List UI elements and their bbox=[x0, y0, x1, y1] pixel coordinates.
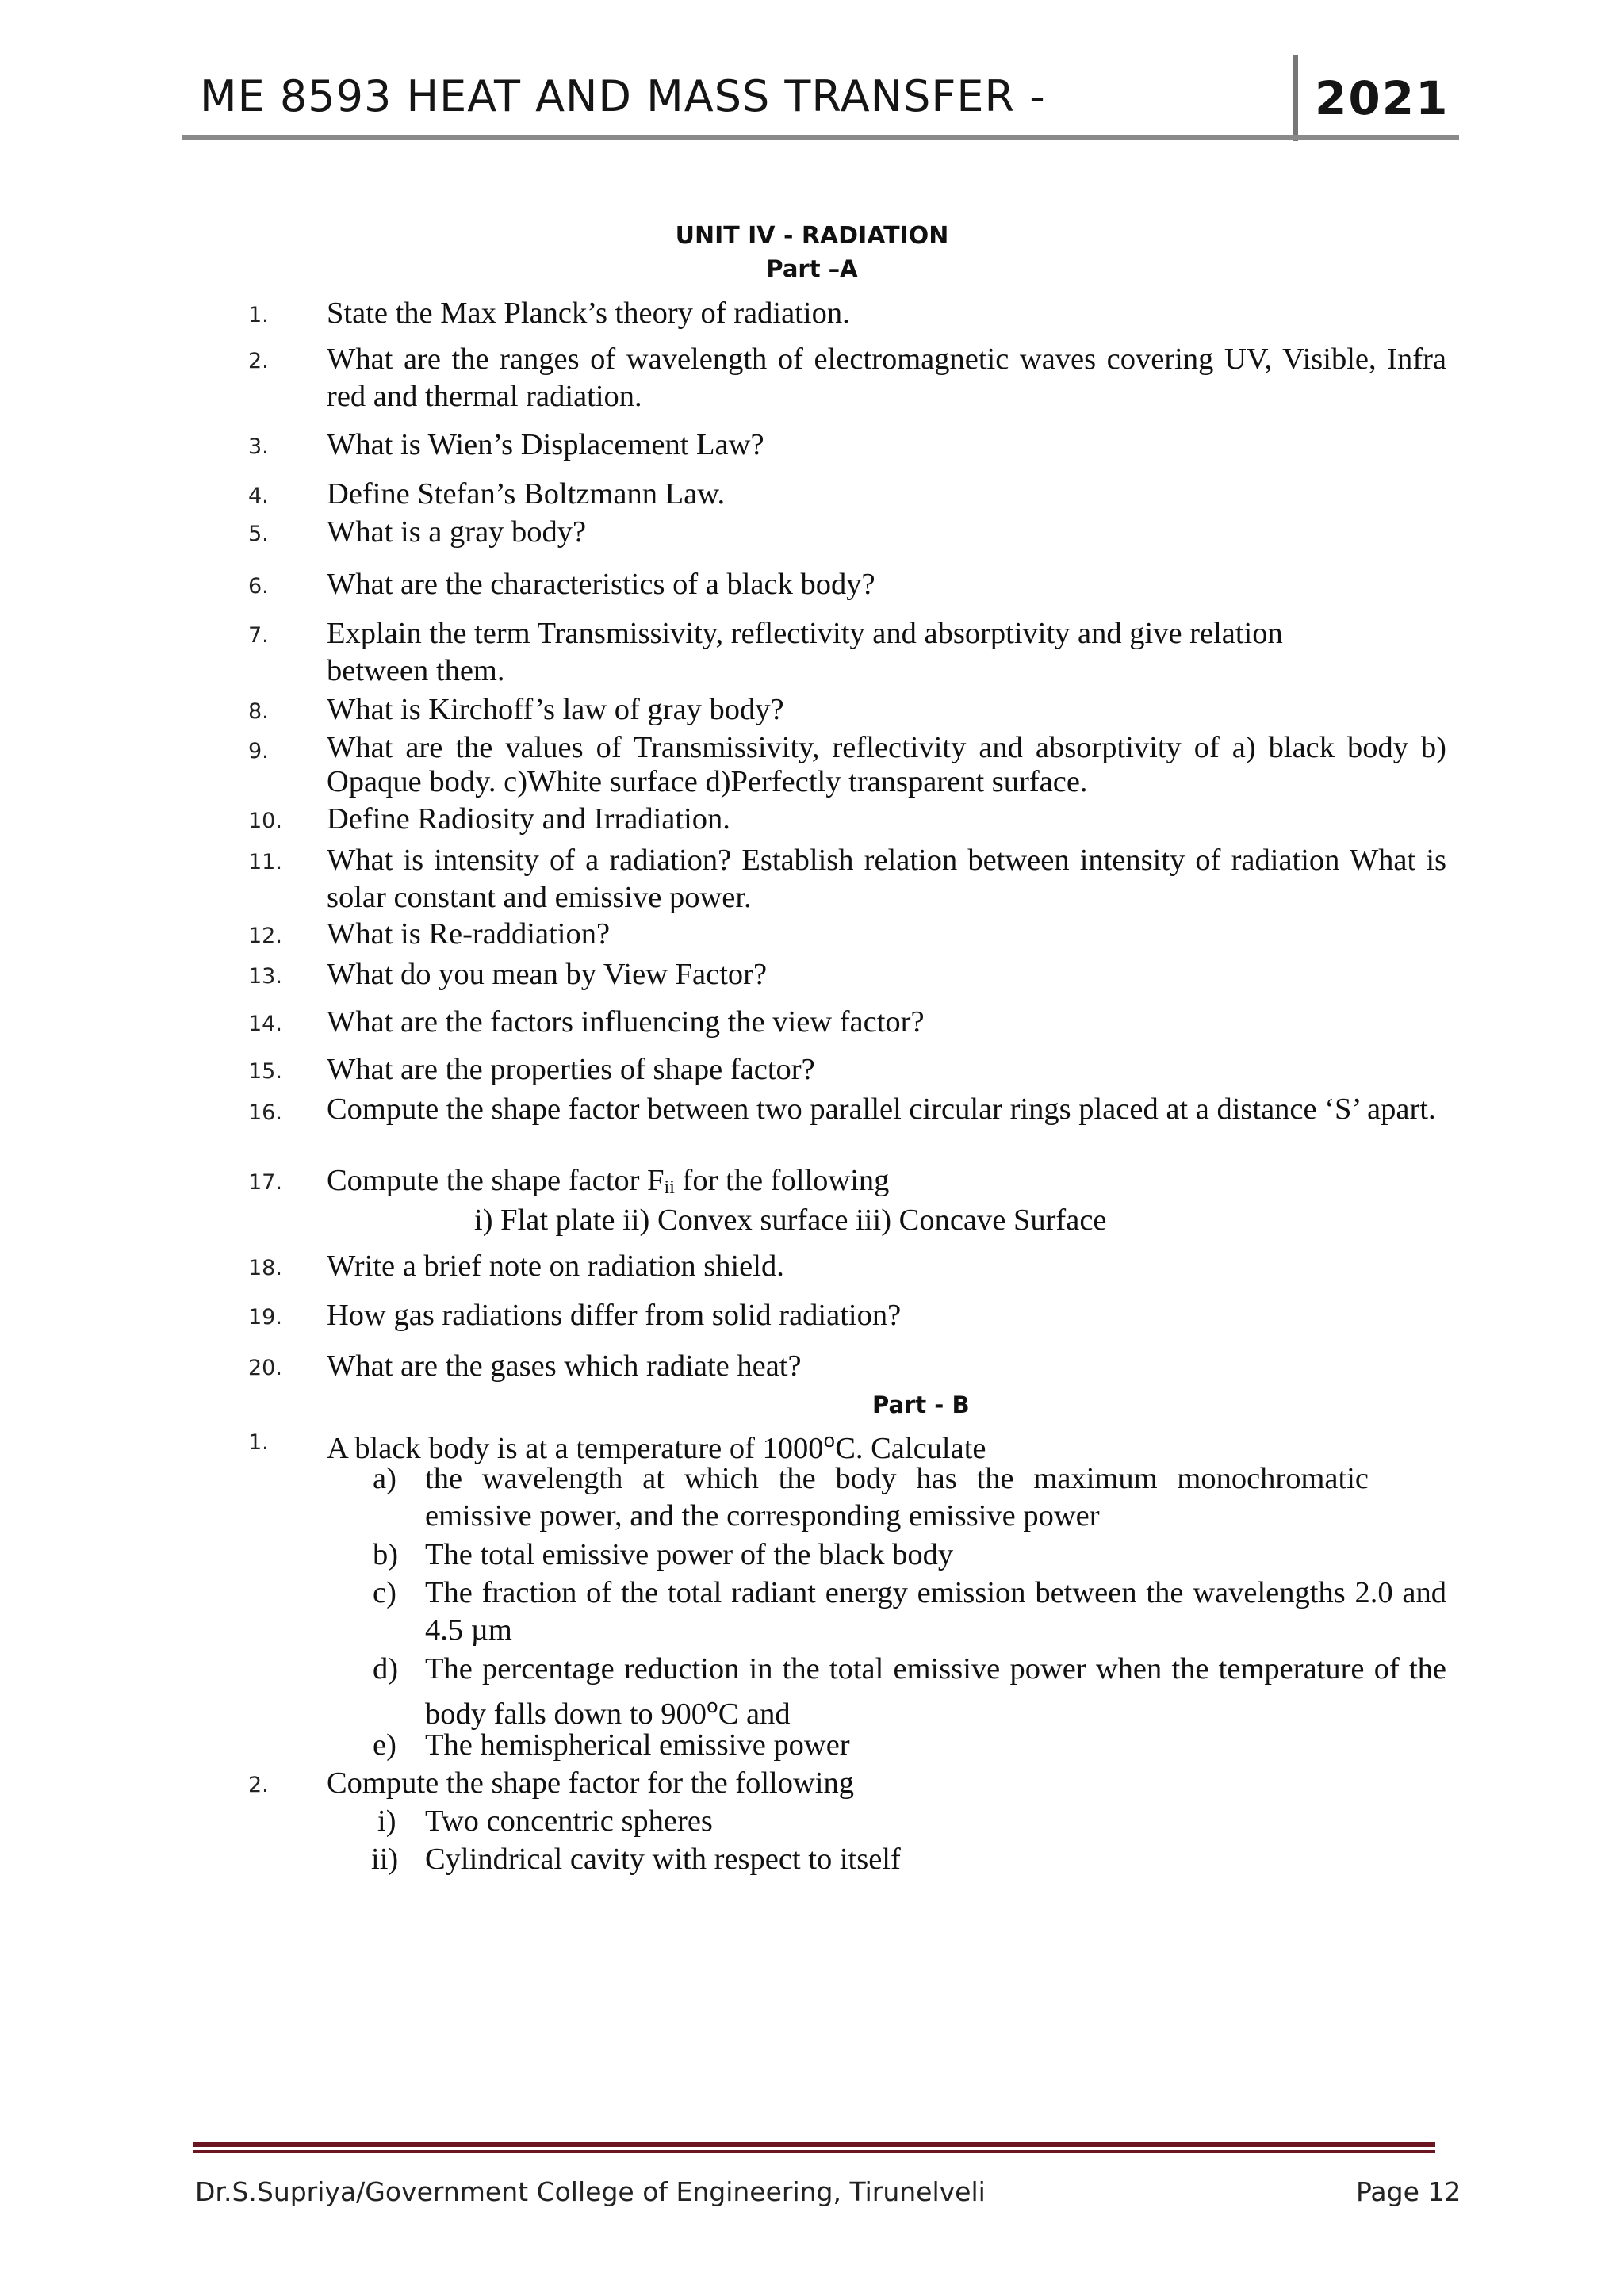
question-text: Define Radiosity and Irradiation. bbox=[327, 802, 730, 836]
question-number: 2. bbox=[248, 1773, 269, 1797]
question-number: 9. bbox=[248, 739, 269, 763]
footer-rule bbox=[193, 2142, 1435, 2147]
question-number: 18. bbox=[248, 1256, 282, 1280]
question-text: How gas radiations differ from solid radiation? bbox=[327, 1299, 902, 1332]
sub-question-label: d) bbox=[373, 1652, 399, 1686]
question-number: 3. bbox=[248, 434, 269, 459]
question-text: Write a brief note on radiation shield. bbox=[327, 1249, 784, 1283]
question-subline: i) Flat plate ii) Convex surface iii) Concave Surface bbox=[474, 1203, 1107, 1237]
header-rule bbox=[182, 135, 1459, 140]
question-text: What are the ranges of wavelength of electromagnetic waves covering UV, Visible, Infra red and thermal radiation. bbox=[327, 342, 1446, 413]
question-text-part: for the following bbox=[674, 1164, 890, 1197]
question-text: What is Re-raddiation? bbox=[327, 917, 611, 951]
sub-question-text: Cylindrical cavity with respect to itself bbox=[425, 1843, 901, 1876]
sub-question-label: ii) bbox=[371, 1843, 399, 1876]
sub-question-label: i) bbox=[377, 1804, 396, 1838]
sub-question-text: The total emissive power of the black body bbox=[425, 1538, 954, 1571]
question-number: 2. bbox=[248, 349, 269, 373]
sub-question-label: e) bbox=[373, 1728, 396, 1762]
sub-question-text: The hemispherical emissive power bbox=[425, 1728, 850, 1762]
page-header bbox=[182, 48, 1459, 143]
sub-question-text-part: The percentage reduction in the total emissive power when the temperature of the body falls down to 900 bbox=[425, 1652, 1446, 1731]
question-text: What are the gases which radiate heat? bbox=[327, 1349, 802, 1383]
sub-question-text: The fraction of the total radiant energy emission between the wavelengths 2.0 and 4.5 µm bbox=[425, 1576, 1446, 1647]
degree-symbol: o bbox=[823, 1429, 836, 1452]
question-number: 12. bbox=[248, 924, 282, 948]
question-number: 5. bbox=[248, 522, 269, 546]
sub-question-label: c) bbox=[373, 1576, 396, 1609]
question-text: What is intensity of a radiation? Establish relation between intensity of radiation What is solar constant and emissive power. bbox=[327, 844, 1446, 914]
footer-rule bbox=[193, 2150, 1435, 2152]
question-text: What is a gray body? bbox=[327, 515, 587, 549]
question-text: State the Max Planck’s theory of radiation. bbox=[327, 297, 850, 330]
question-number: 14. bbox=[248, 1012, 282, 1036]
course-title: ME 8593 HEAT AND MASS TRANSFER - bbox=[200, 71, 1046, 121]
degree-symbol: o bbox=[707, 1695, 718, 1717]
question-text: What do you mean by View Factor? bbox=[327, 958, 768, 991]
part-a-heading: Part –A bbox=[766, 255, 858, 282]
question-number: 8. bbox=[248, 699, 269, 724]
question-number: 17. bbox=[248, 1170, 282, 1195]
question-number: 19. bbox=[248, 1305, 282, 1330]
question-number: 7. bbox=[248, 623, 269, 648]
sub-question-text-part: C and bbox=[718, 1697, 791, 1731]
question-text: Explain the term Transmissivity, reflectivity and absorptivity and give relation between them. bbox=[327, 617, 1283, 687]
question-number: 6. bbox=[248, 574, 269, 599]
sub-question-text: the wavelength at which the body has the maximum monochromatic emissive power, and the corresponding emissive power bbox=[425, 1462, 1369, 1533]
question-number: 20. bbox=[248, 1356, 282, 1380]
question-number: 15. bbox=[248, 1059, 282, 1084]
question-text-part: A black body is at a temperature of 1000 bbox=[327, 1432, 824, 1465]
question-number: 16. bbox=[248, 1100, 282, 1125]
question-number: 4. bbox=[248, 484, 269, 508]
question-text: What is Kirchoff’s law of gray body? bbox=[327, 693, 784, 726]
sub-question-text: Two concentric spheres bbox=[425, 1804, 713, 1838]
question-text-part: C. Calculate bbox=[835, 1432, 986, 1465]
question-text: What are the properties of shape factor? bbox=[327, 1053, 815, 1086]
question-number: 10. bbox=[248, 809, 282, 833]
question-text: What are the characteristics of a black body? bbox=[327, 568, 875, 601]
sub-question-label: b) bbox=[373, 1538, 399, 1571]
question-text: What is Wien’s Displacement Law? bbox=[327, 428, 764, 461]
question-number: 1. bbox=[248, 1430, 269, 1455]
question-number: 13. bbox=[248, 964, 282, 989]
question-number: 11. bbox=[248, 850, 282, 874]
unit-title: UNIT IV - RADIATION bbox=[675, 222, 949, 250]
question-number: 1. bbox=[248, 303, 269, 327]
question-text bbox=[327, 1162, 1446, 1207]
question-text: What are the factors influencing the view factor? bbox=[327, 1005, 925, 1039]
question-text: Compute the shape factor for the following bbox=[327, 1766, 855, 1800]
question-text: Compute the shape factor between two parallel circular rings placed at a distance ‘S’ apart. bbox=[327, 1093, 1436, 1126]
sub-question-text bbox=[425, 1651, 1446, 1733]
page-number: Page 12 bbox=[1356, 2176, 1461, 2207]
footer-author: Dr.S.Supriya/Government College of Engineering, Tirunelveli bbox=[195, 2176, 986, 2207]
sub-question-label: a) bbox=[373, 1462, 396, 1495]
subscript-text: ii bbox=[664, 1177, 675, 1198]
question-text: What are the values of Transmissivity, reflectivity and absorptivity of a) black body b) Opaque body. c)White surface d)Perfectly transparent surface. bbox=[327, 731, 1446, 798]
question-text: Define Stefan’s Boltzmann Law. bbox=[327, 477, 726, 511]
header-year: 2021 bbox=[1315, 71, 1450, 125]
question-text-part: Compute the shape factor F bbox=[327, 1164, 665, 1197]
header-separator bbox=[1293, 55, 1298, 141]
